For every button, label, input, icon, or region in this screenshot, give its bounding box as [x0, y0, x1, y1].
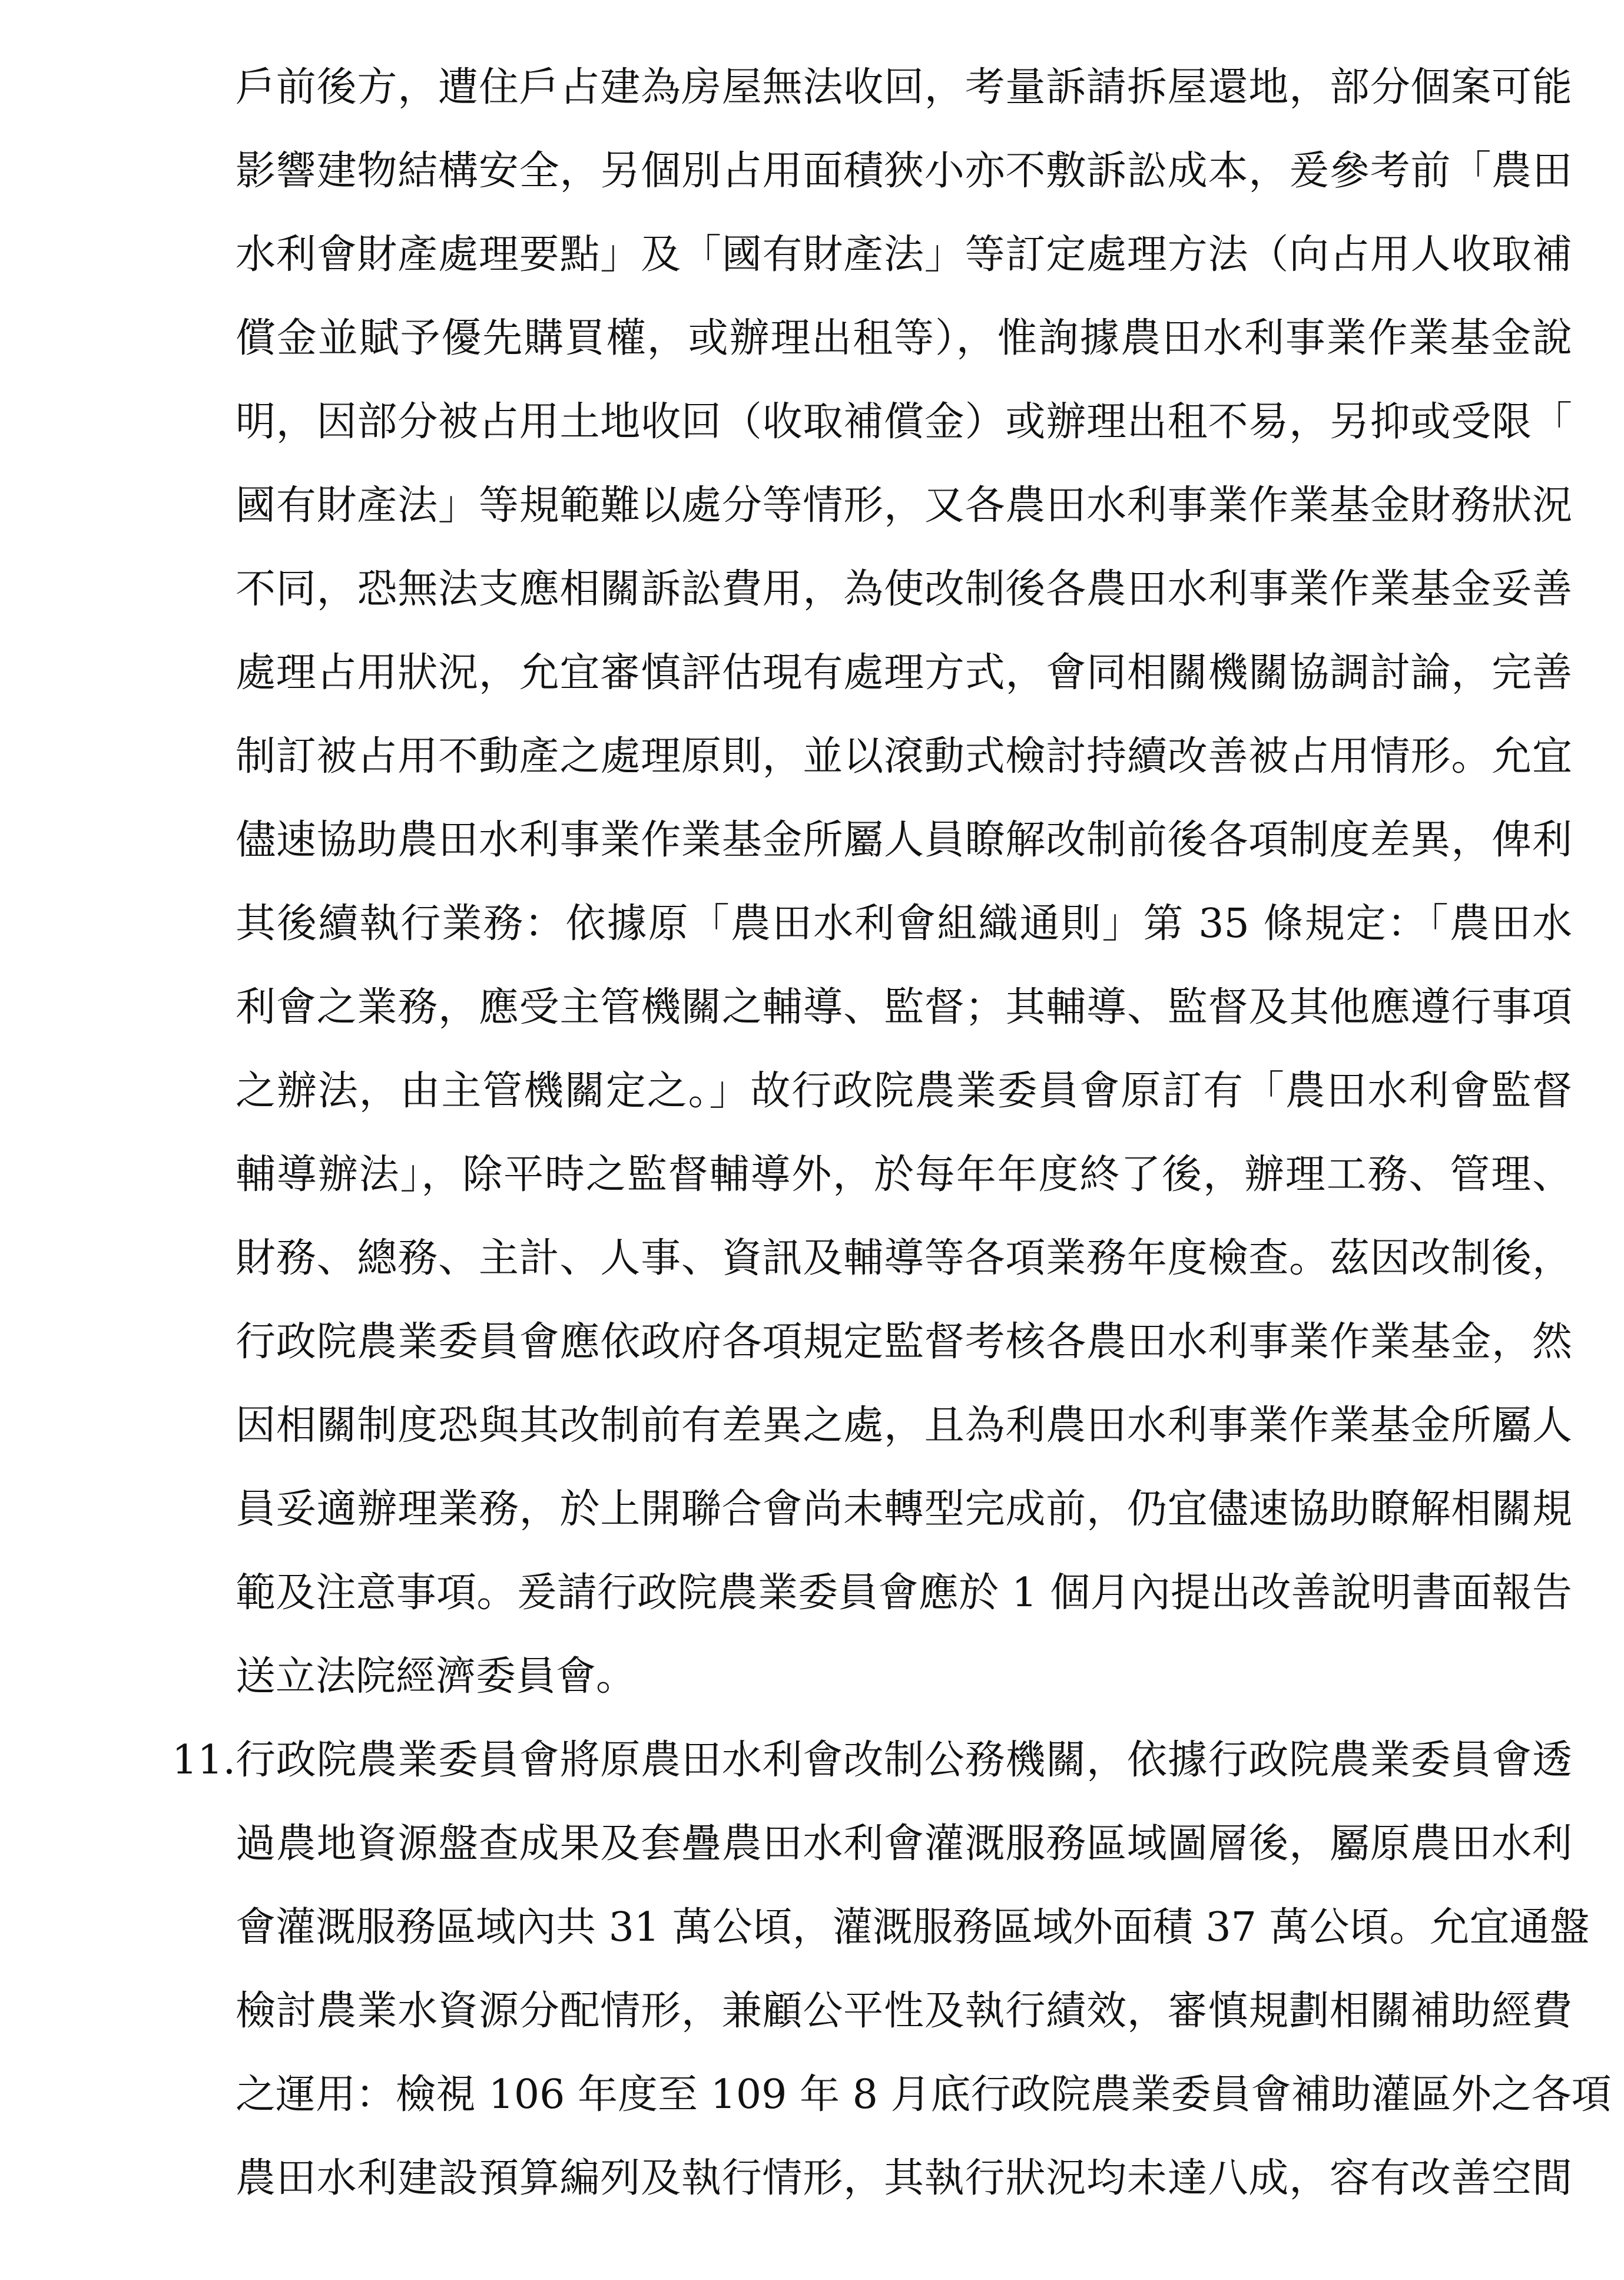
text-line: 明，因部分被占用土地收回（收取補償金）或辦理出租不易，另抑或受限「 [236, 399, 1572, 445]
list-item-line: 檢討農業水資源分配情形，兼顧公平性及執行績效，審慎規劃相關補助經費 [236, 1988, 1572, 2034]
text-line: 水利會財產處理要點」及「國有財產法」等訂定處理方法（向占用人收取補 [236, 231, 1572, 278]
text-line: 償金並賦予優先購買權，或辦理出租等），惟詢據農田水利事業作業基金說 [236, 315, 1572, 362]
text-line: 財務、總務、主計、人事、資訊及輔導等各項業務年度檢查。茲因改制後， [236, 1235, 1572, 1282]
text-line: 國有財產法」等規範難以處分等情形，又各農田水利事業作業基金財務狀況 [236, 482, 1572, 529]
text-line: 儘速協助農田水利事業作業基金所屬人員瞭解改制前後各項制度差異，俾利 [236, 817, 1572, 863]
text-line: 處理占用狀況，允宜審慎評估現有處理方式，會同相關機關協調討論，完善 [236, 650, 1572, 696]
text-line: 不同，恐無法支應相關訴訟費用，為使改制後各農田水利事業作業基金妥善 [236, 566, 1572, 613]
text-line: 其後續執行業務：依據原「農田水利會組織通則」第 35 條規定：「農田水 [236, 901, 1572, 947]
list-item-number: 11. [172, 1737, 236, 1783]
text-line: 範及注意事項。爰請行政院農業委員會應於 1 個月內提出改善說明書面報告 [236, 1570, 1572, 1616]
text-line: 利會之業務，應受主管機關之輔導、監督；其輔導、監督及其他應遵行事項 [236, 984, 1572, 1031]
text-line: 影響建物結構安全，另個別占用面積狹小亦不敷訴訟成本，爰參考前「農田 [236, 148, 1572, 194]
text-line: 員妥適辦理業務，於上開聯合會尚未轉型完成前，仍宜儘速協助瞭解相關規 [236, 1486, 1572, 1533]
text-line: 行政院農業委員會應依政府各項規定監督考核各農田水利事業作業基金，然 [236, 1319, 1572, 1365]
text-line: 之辦法，由主管機關定之。」故行政院農業委員會原訂有「農田水利會監督 [236, 1068, 1572, 1114]
list-item-line: 行政院農業委員會將原農田水利會改制公務機關，依據行政院農業委員會透 [236, 1737, 1572, 1783]
text-line: 送立法院經濟委員會。 [236, 1653, 637, 1700]
text-line: 制訂被占用不動產之處理原則，並以滾動式檢討持續改善被占用情形。允宜 [236, 733, 1572, 780]
text-line: 因相關制度恐與其改制前有差異之處，且為利農田水利事業作業基金所屬人 [236, 1402, 1572, 1449]
list-item-line: 過農地資源盤查成果及套疊農田水利會灌溉服務區域圖層後，屬原農田水利 [236, 1821, 1572, 1867]
text-line: 戶前後方，遭住戶占建為房屋無法收回，考量訴請拆屋還地，部分個案可能 [236, 64, 1572, 111]
list-item-line: 之運用：檢視 106 年度至 109 年 8 月底行政院農業委員會補助灌區外之各項 [236, 2071, 1612, 2118]
list-item-line: 農田水利建設預算編列及執行情形，其執行狀況均未達八成，容有改善空間 [236, 2155, 1572, 2202]
list-item-line: 會灌溉服務區域內共 31 萬公頃，灌溉服務區域外面積 37 萬公頃。允宜通盤 [236, 1904, 1590, 1951]
text-line: 輔導辦法」，除平時之監督輔導外，於每年年度終了後，辦理工務、管理、 [236, 1151, 1572, 1198]
